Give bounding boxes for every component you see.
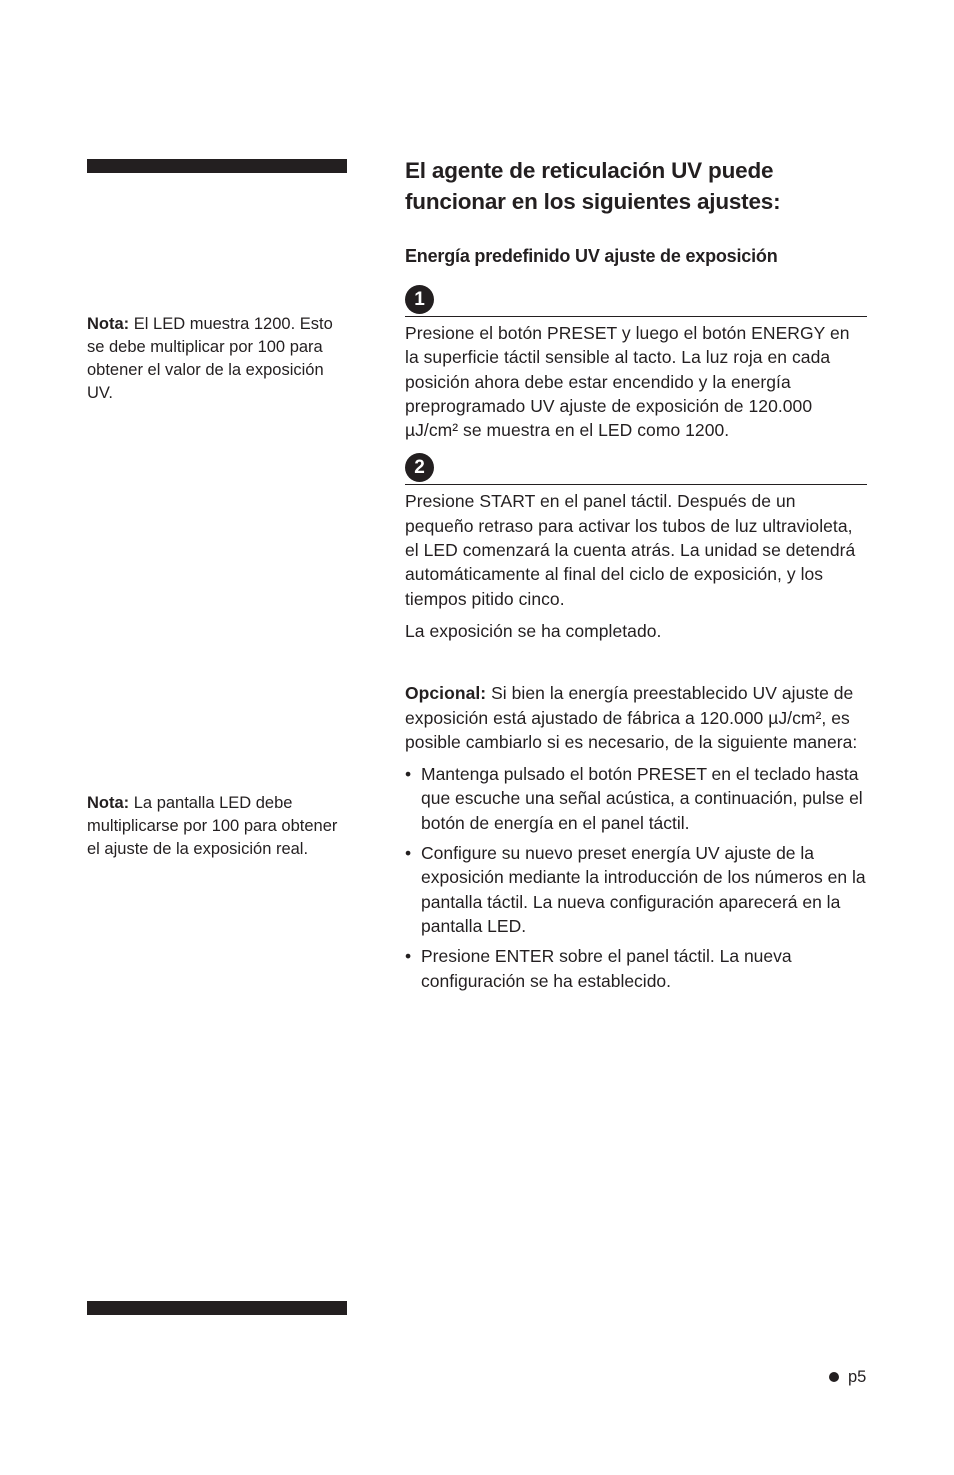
step-number-2-icon: 2 xyxy=(405,453,434,482)
main-column xyxy=(405,155,867,999)
list-item xyxy=(405,762,867,835)
side-note-2 xyxy=(87,792,342,861)
bullet-dot-icon: • xyxy=(405,946,412,967)
note-label: Nota: xyxy=(87,315,130,333)
page-number: p5 xyxy=(848,1368,867,1386)
bullet-dot-icon: • xyxy=(405,843,412,864)
page-title: El agente de reticulación UV puede funcionar en los siguientes ajustes: xyxy=(405,158,781,214)
bullet-list xyxy=(405,762,867,993)
completed-text: La exposición se ha completado. xyxy=(405,620,662,641)
top-rule-bar xyxy=(87,159,347,173)
bullet-dot-icon: • xyxy=(405,764,412,785)
list-item-text: Presione ENTER sobre el panel táctil. La nueva configuración se ha establecido. xyxy=(421,946,792,991)
step-1-text: Presione el botón PRESET y luego el botón ENERGY en la superficie táctil sensible al tacto. La luz roja en cada posición ahora debe estar encendido y la energía preprogramado UV ajuste de exposición de 120.000 µJ/cm² se muestra en el LED como 1200. xyxy=(405,323,850,441)
page-footer xyxy=(829,1367,866,1387)
bullet-circle-icon xyxy=(829,1372,839,1382)
list-item xyxy=(405,841,867,938)
note-label: Nota: xyxy=(87,794,130,812)
optional-paragraph xyxy=(405,681,867,754)
step-2-text: Presione START en el panel táctil. Después de un pequeño retraso para activar los tubos de luz ultravioleta, el LED comenzará la cuenta atrás. La unidad se detendrá automáticamente al final del ciclo de exposición, y los tiempos pitido cinco. xyxy=(405,491,856,609)
step-2-header xyxy=(405,450,867,485)
list-item-text: Mantenga pulsado el botón PRESET en el teclado hasta que escuche una señal acústica, a continuación, pulse el botón de energía en el panel táctil. xyxy=(421,764,863,833)
section-subtitle: Energía predefinido UV ajuste de exposición xyxy=(405,246,778,266)
list-item-text: Configure su nuevo preset energía UV ajuste de la exposición mediante la introducción de los números en la pantalla táctil. La nueva configuración aparecerá en la pantalla LED. xyxy=(421,843,866,936)
list-item xyxy=(405,944,867,993)
optional-label: Opcional: xyxy=(405,683,487,704)
step-1-header xyxy=(405,282,867,317)
optional-text: Si bien la energía preestablecido UV ajuste de exposición está ajustado de fábrica a 120.000 µJ/cm², es posible cambiarlo si es necesario, de la siguiente manera: xyxy=(405,683,858,752)
note-text: La pantalla LED debe multiplicarse por 100 para obtener el ajuste de la exposición real. xyxy=(87,794,338,858)
step-number-1-icon: 1 xyxy=(405,285,434,314)
note-text: El LED muestra 1200. Esto se debe multiplicar por 100 para obtener el valor de la exposición UV. xyxy=(87,315,333,402)
bottom-rule-bar xyxy=(87,1301,347,1315)
side-note-1 xyxy=(87,313,342,405)
